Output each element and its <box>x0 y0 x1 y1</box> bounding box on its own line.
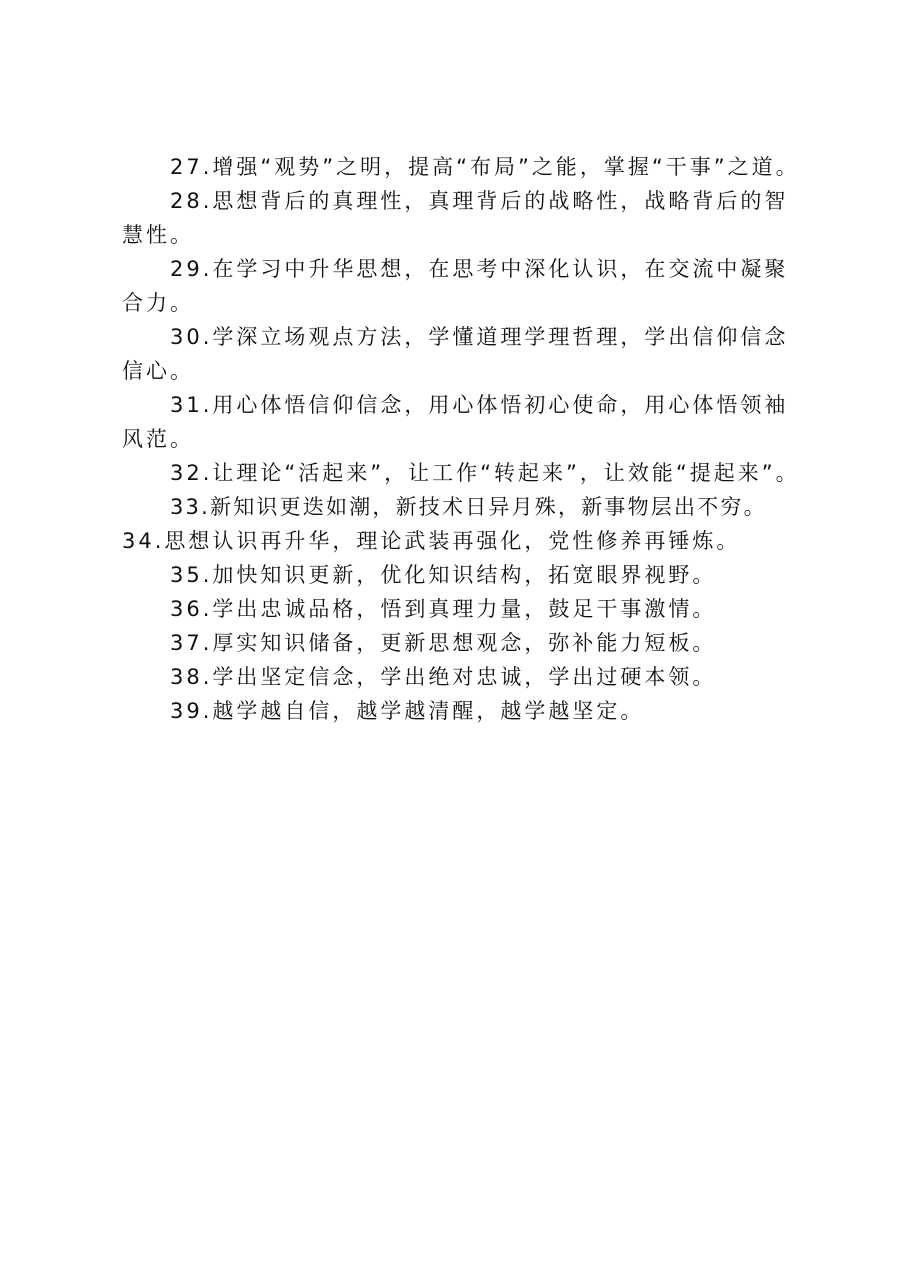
paragraph-29: 29.在学习中升华思想，在思考中深化认识，在交流中凝聚合力。 <box>122 257 789 315</box>
paragraph-32: 32.让理论“活起来”，让工作“转起来”，让效能“提起来”。 <box>170 461 800 485</box>
paragraph-31: 31.用心体悟信仰信念，用心体悟初心使命，用心体悟领袖风范。 <box>122 393 789 451</box>
document-body <box>122 150 812 728</box>
paragraph-37: 37.厚实知识储备，更新思想观念，弥补能力短板。 <box>170 631 717 655</box>
paragraph-39: 39.越学越自信，越学越清醒，越学越坚定。 <box>170 699 645 723</box>
paragraph-36: 36.学出忠诚品格，悟到真理力量，鼓足干事激情。 <box>170 597 717 621</box>
paragraph-30: 30.学深立场观点方法，学懂道理学理哲理，学出信仰信念信心。 <box>122 325 789 383</box>
paragraph-27: 27.增强“观势”之明，提高“布局”之能，掌握“干事”之道。 <box>170 155 800 179</box>
paragraph-35: 35.加快知识更新，优化知识结构，拓宽眼界视野。 <box>170 563 717 587</box>
paragraph-38: 38.学出坚定信念，学出绝对忠诚，学出过硬本领。 <box>170 665 717 689</box>
paragraph-28: 28.思想背后的真理性，真理背后的战略性，战略背后的智慧性。 <box>122 189 789 247</box>
paragraph-33: 33.新知识更迭如潮，新技术日异月殊，新事物层出不穷。 <box>170 495 767 519</box>
paragraph-34: 34.思想认识再升华，理论武装再强化，党性修养再锤炼。 <box>122 529 741 553</box>
